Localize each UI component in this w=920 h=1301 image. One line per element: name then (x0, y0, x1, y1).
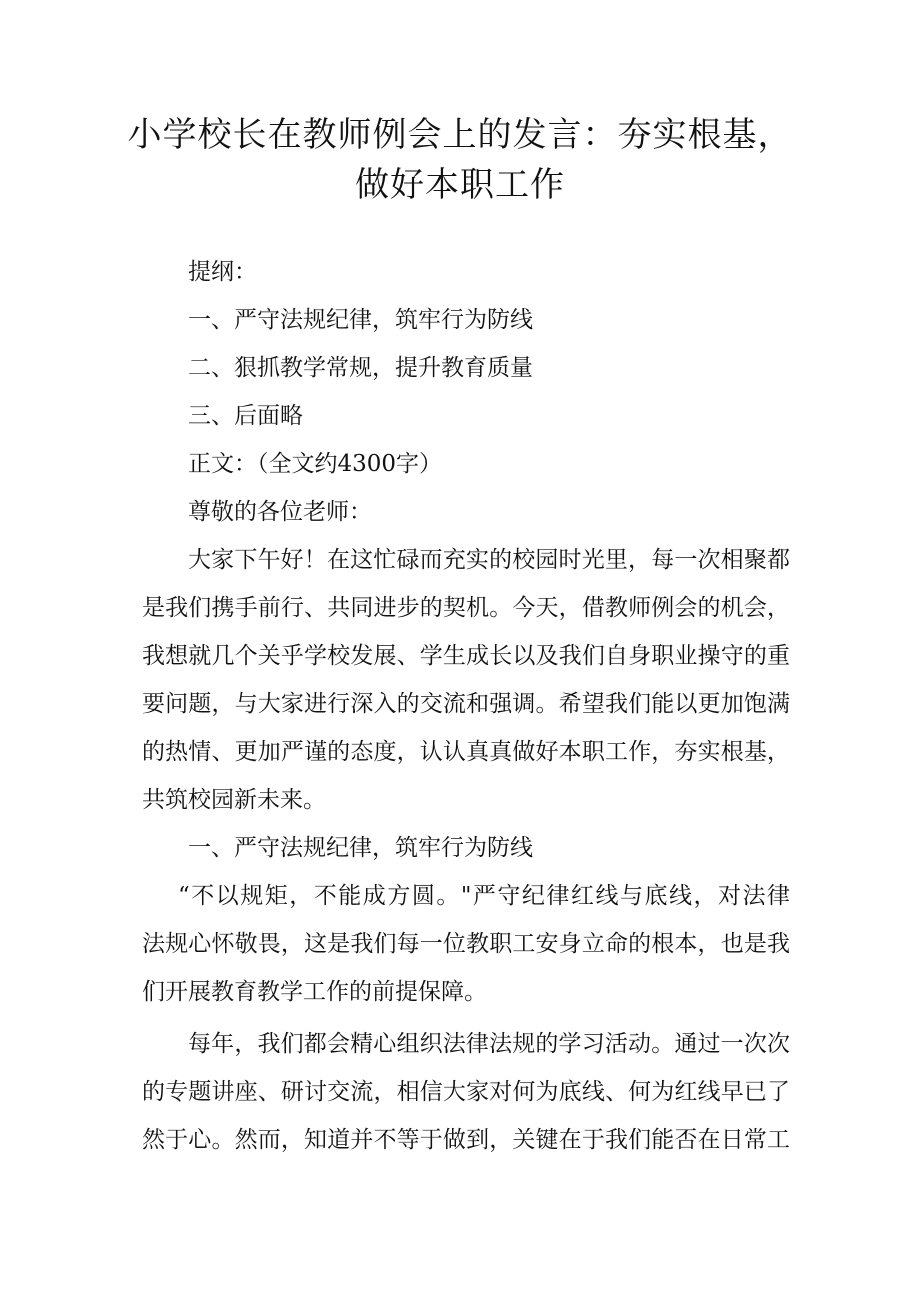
paragraph-line: 法规心怀敬畏，这是我们每一位教职工安身立命的根本，也是我 (142, 931, 790, 957)
title-line-1: 小学校长在教师例会上的发言：夯实根基， (127, 115, 793, 155)
title-line-2: 做好本职工作 (355, 165, 565, 205)
paragraph-3 (142, 1020, 790, 1164)
paragraph-line: “不以规矩，不能成方圆。"严守纪律红线与底线，对法律 (178, 883, 790, 909)
paragraph-line: 我想就几个关乎学校发展、学生成长以及我们自身职业操守的重 (142, 643, 790, 669)
paragraph-line: 的热情、更加严谨的态度，认认真真做好本职工作，夯实根基， (142, 739, 790, 765)
body-label: 正文：（全文约4300字） (188, 451, 443, 477)
section-1-heading: 一、严守法规纪律，筑牢行为防线 (188, 835, 533, 861)
paragraph-line: 是我们携手前行、共同进步的契机。今天，借教师例会的机会， (142, 595, 790, 621)
paragraph-line: 然于心。然而，知道并不等于做到，关键在于我们能否在日常工 (142, 1127, 790, 1153)
document-body (142, 248, 790, 1164)
document-title (100, 110, 820, 210)
paragraph-line: 们开展教育教学工作的前提保障。 (142, 979, 487, 1005)
outline-item-1: 一、严守法规纪律，筑牢行为防线 (188, 307, 533, 333)
outline-label: 提纲： (188, 259, 257, 285)
paragraph-line: 要问题，与大家进行深入的交流和强调。希望我们能以更加饱满 (142, 691, 790, 717)
paragraph-line: 大家下午好！在这忙碌而充实的校园时光里，每一次相聚都 (188, 547, 790, 573)
paragraph-line: 共筑校园新未来。 (142, 787, 326, 813)
outline-item-3: 三、后面略 (188, 403, 303, 429)
paragraph-line: 的专题讲座、研讨交流，相信大家对何为底线、何为红线早已了 (142, 1079, 790, 1105)
paragraph-line: 每年，我们都会精心组织法律法规的学习活动。通过一次次 (188, 1031, 790, 1057)
greeting: 尊敬的各位老师： (188, 499, 372, 525)
outline-item-2: 二、狠抓教学常规，提升教育质量 (188, 355, 533, 381)
paragraph-2 (142, 872, 790, 1016)
paragraph-1 (142, 536, 790, 824)
